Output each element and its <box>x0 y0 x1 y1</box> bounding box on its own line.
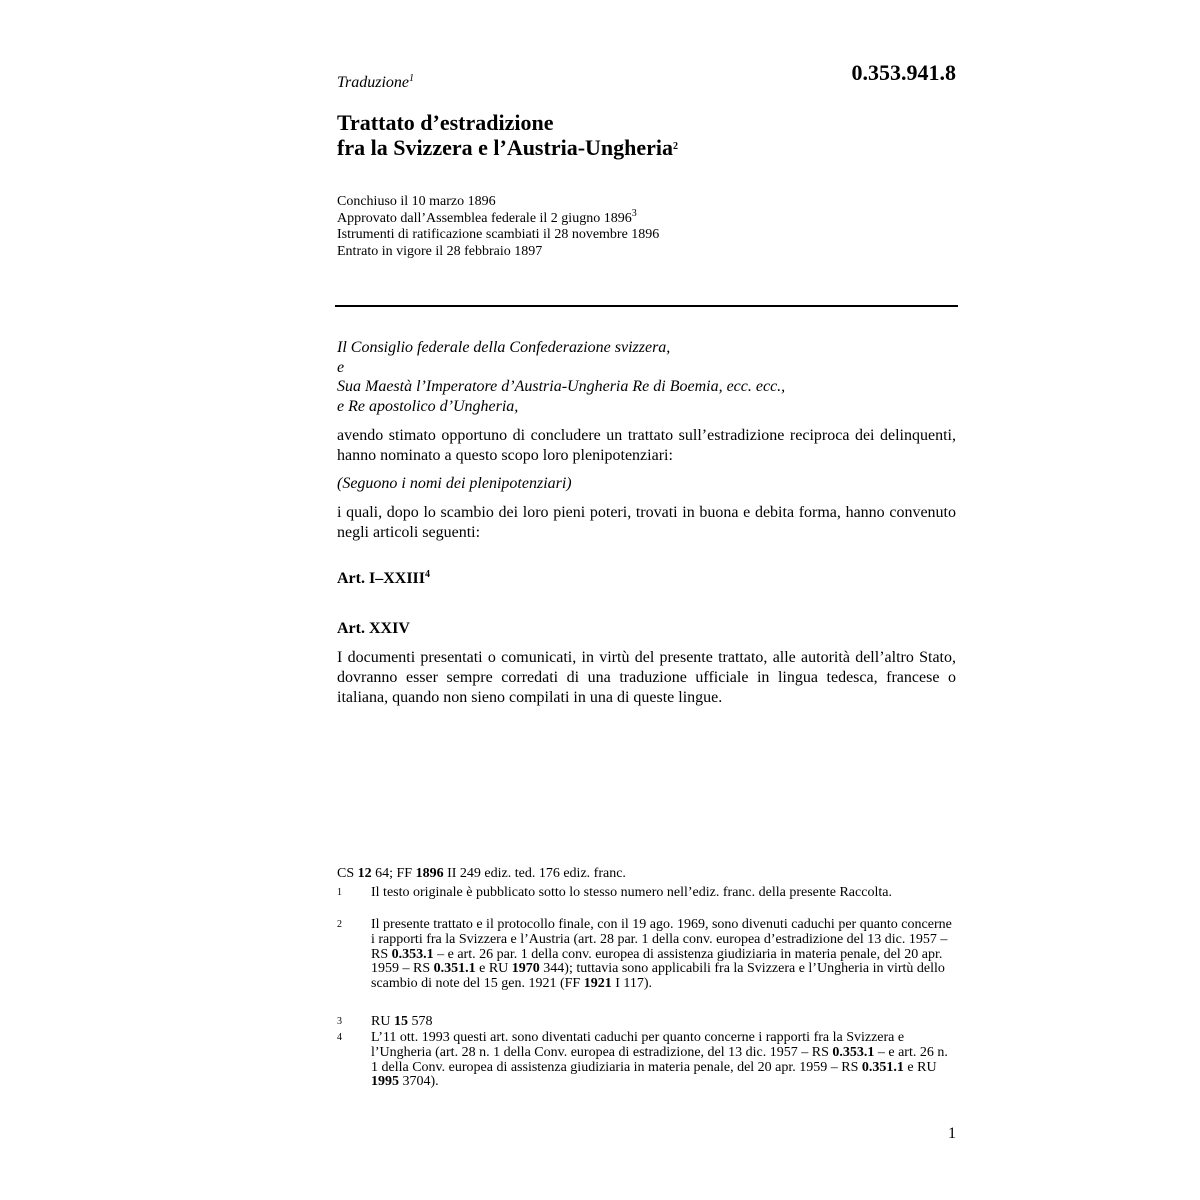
title-line-1: Trattato d’estradizione <box>337 110 554 135</box>
footnote-segment: 3704). <box>399 1074 439 1090</box>
document-number: 0.353.941.8 <box>851 60 956 85</box>
page-number: 1 <box>948 1125 956 1142</box>
meta-approved <box>337 207 659 228</box>
footnote-ref-3[interactable]: 3 <box>631 207 637 219</box>
source-text: 64; FF <box>371 866 416 881</box>
translation-label <box>337 74 414 92</box>
footnote-segment: – e art. 26 par. 1 della conv. europea di assistenza giudiziaria in materia penale, del 20 apr. 1959 – RS <box>371 946 943 977</box>
title-line-2: fra la Svizzera e l’Austria-Ungheria <box>337 135 674 160</box>
party-1: Il Consiglio federale della Confederazione svizzera, <box>337 339 671 356</box>
footnote-segment: L’11 ott. 1993 questi art. sono diventati caduchi per quanto concerne i rapporti fra la Svizzera e l’Ungheria (art. 28 n. 1 della Conv. europea di estradizione, del 13 dic. 1957 – RS <box>371 1030 905 1060</box>
party-conjunction: e <box>337 358 345 376</box>
footnote-ref-1[interactable]: 1 <box>409 73 415 84</box>
footnote-number: 4 <box>337 1032 342 1043</box>
meta-in-force: Entrato in vigore il 28 febbraio 1897 <box>337 243 543 259</box>
footnote-reference: 0.351.1 <box>861 1059 904 1075</box>
translation-text: Traduzione <box>337 74 410 91</box>
footnote-segment: – e art. 26 n. 1 della Conv. europea di assistenza giudiziaria in materia penale, del 20 apr. 1959 – RS <box>371 1044 948 1075</box>
source-text: CS <box>337 866 358 881</box>
footnote-number: 1 <box>337 887 342 898</box>
footnote-text <box>371 918 957 992</box>
footnote-segment: RU <box>371 1014 394 1029</box>
footnote-segment: I 117). <box>611 976 653 992</box>
document-metadata <box>337 194 659 260</box>
preamble-parties <box>337 338 956 416</box>
document-title <box>337 110 678 160</box>
source-text: II 249 ediz. ted. 176 ediz. franc. <box>443 866 626 881</box>
footnote-source <box>337 866 626 882</box>
source-bold: 12 <box>357 866 372 881</box>
source-bold: 1896 <box>415 866 444 881</box>
meta-concluded: Conchiuso il 10 marzo 1896 <box>337 194 496 209</box>
footnote-reference: 15 <box>393 1014 408 1029</box>
footnote-ref-4[interactable]: 4 <box>425 569 430 580</box>
article-heading-xxiv: Art. XXIV <box>337 620 410 637</box>
article-heading-i-xxiii <box>337 570 430 588</box>
preamble-paragraph-1: avendo stimato opportuno di concludere un trattato sull’estradizione reciproca dei delinquenti, hanno nominato a questo scopo loro plenipotenziari: <box>337 427 956 464</box>
footnote-reference: 0.353.1 <box>832 1044 875 1060</box>
footnote-reference: 1970 <box>511 961 540 977</box>
meta-ratification: Istrumenti di ratificazione scambiati il 28 novembre 1896 <box>337 227 660 242</box>
footnote-reference: 1995 <box>371 1074 399 1090</box>
footnote-segment: e RU <box>903 1059 937 1075</box>
footnote-number: 3 <box>337 1016 342 1027</box>
party-2-line-1: Sua Maestà l’Imperatore d’Austria-Ungheria Re di Boemia, ecc. ecc., <box>337 378 786 395</box>
party-2-line-2: e Re apostolico d’Ungheria, <box>337 397 519 415</box>
footnote-reference: 0.351.1 <box>433 961 476 977</box>
footnote-number: 2 <box>337 919 342 930</box>
footnote-text <box>371 1015 957 1030</box>
footnote-segment: 344); tuttavia sono applicabili fra la Svizzera e l’Ungheria in virtù dello scambio di note del 15 gen. 1921 (FF <box>371 961 945 992</box>
footnote-ref-2[interactable]: 2 <box>673 141 679 152</box>
preamble-plenipotentiaries-note: (Seguono i nomi dei plenipotenziari) <box>337 475 572 492</box>
meta-approved-text: Approvato dall’Assemblea federale il 2 giugno 1896 <box>337 210 632 226</box>
footnote-segment: 578 <box>407 1014 433 1029</box>
footnote-text <box>371 1031 957 1090</box>
article-i-xxiii-label: Art. I–XXIII <box>337 570 425 587</box>
footnote-segment: Il presente trattato e il protocollo finale, con il 19 ago. 1969, sono divenuti caduchi per quanto concerne i rapporti fra la Svizzera e l’Austria (art. 28 par. 1 della conv. europea d’estradizione del 13 dic. 1957 – RS <box>371 917 952 962</box>
footnote-text: Il testo originale è pubblicato sotto lo stesso numero nell’ediz. franc. della presente Raccolta. <box>371 885 892 900</box>
preamble-paragraph-2: i quali, dopo lo scambio dei loro pieni poteri, trovati in buona e debita forma, hanno convenuto negli articoli seguenti: <box>337 504 956 541</box>
footnote-reference: 0.353.1 <box>391 946 434 962</box>
header-divider <box>335 305 958 307</box>
article-xxiv-text: I documenti presentati o comunicati, in virtù del presente trattato, alle autorità dell’altro Stato, dovranno esser sempre corredati di una traduzione ufficiale in lingua tedesca, francese o italiana, quando non sieno compilati in una di queste lingue. <box>337 649 956 706</box>
footnote-segment: e RU <box>475 961 512 977</box>
footnote-reference: 1921 <box>583 976 612 992</box>
